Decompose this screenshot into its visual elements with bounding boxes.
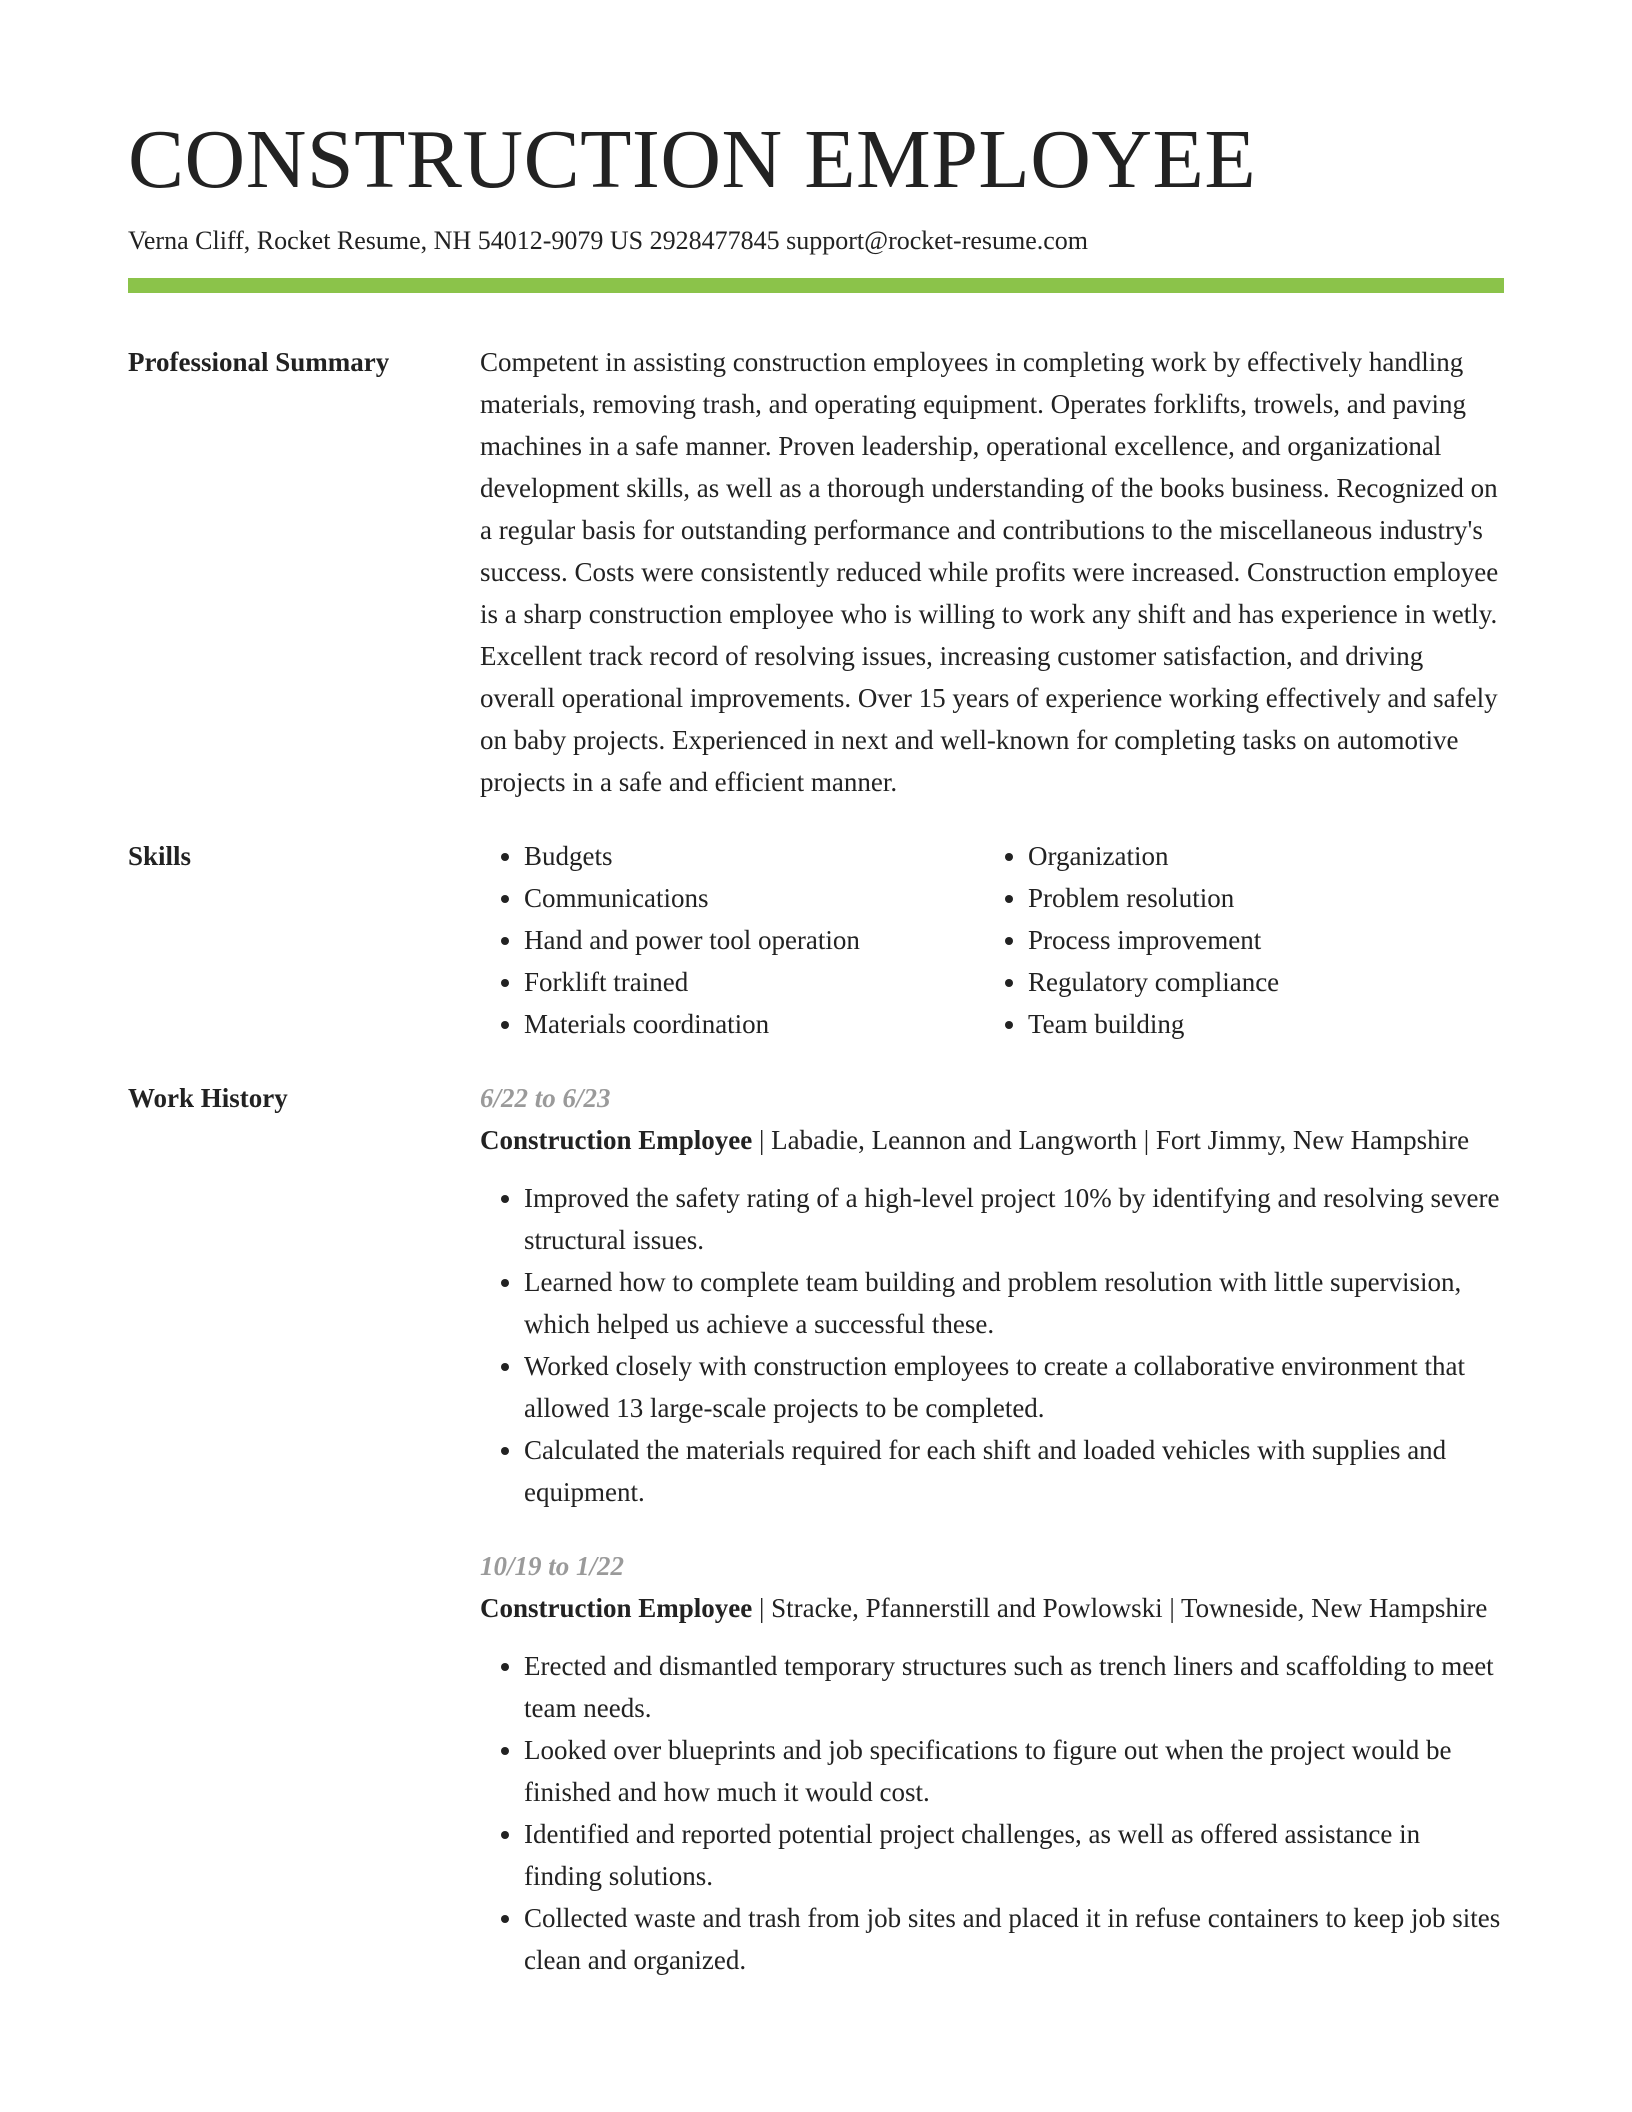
job-bullet: • Worked closely with construction employees to create a collaborative environment that allowed 13 large-scale projects to be completed. [524, 1345, 1504, 1429]
job-title: Construction Employee [480, 1125, 753, 1155]
job-bullet: • Improved the safety rating of a high-level project 10% by identifying and resolving severe structural issues. [524, 1177, 1504, 1261]
skill-item: • Regulatory compliance [1028, 961, 1279, 1003]
job-bullet: • Calculated the materials required for each shift and loaded vehicles with supplies and equipment. [524, 1429, 1504, 1513]
section-label: Work History [128, 1083, 288, 1113]
skill-item: • Team building [1028, 1003, 1279, 1045]
job-dates: 10/19 to 1/22 [480, 1551, 625, 1581]
skills-list-left [480, 835, 984, 1045]
skills-columns [480, 835, 1504, 1045]
skills-list-right [984, 835, 1279, 1045]
job-company-line: | Labadie, Leannon and Langworth | Fort Jimmy, New Hampshire [752, 1125, 1470, 1155]
contact-line: Verna Cliff, Rocket Resume, NH 54012-9079 US 2928477845 support@rocket-resume.com [128, 226, 1089, 255]
job-heading [480, 1119, 1504, 1161]
job-dates: 6/22 to 6/23 [480, 1083, 611, 1113]
skill-item: • Budgets [524, 835, 984, 877]
job-bullet: • Erected and dismantled temporary structures such as trench liners and scaffolding to meet team needs. [524, 1645, 1504, 1729]
skill-item: • Forklift trained [524, 961, 984, 1003]
job-title: Construction Employee [480, 1593, 753, 1623]
skill-item: • Process improvement [1028, 919, 1279, 961]
job-bullet-list [480, 1177, 1504, 1513]
section-label: Skills [128, 841, 192, 871]
job-company-line: | Stracke, Pfannerstill and Powlowski | Towneside, New Hampshire [752, 1593, 1488, 1623]
job-entry [480, 1545, 1504, 1981]
skill-item: • Organization [1028, 835, 1279, 877]
resume-name-heading: CONSTRUCTION EMPLOYEE [128, 113, 1257, 206]
skill-item: • Communications [524, 877, 984, 919]
job-bullet: • Learned how to complete team building and problem resolution with little supervision, which helped us achieve a successful these. [524, 1261, 1504, 1345]
skill-item: • Materials coordination [524, 1003, 984, 1045]
accent-rule [128, 278, 1504, 293]
professional-summary-section [128, 341, 1504, 803]
section-label: Professional Summary [128, 347, 390, 377]
skill-item: • Hand and power tool operation [524, 919, 984, 961]
job-entry [480, 1077, 1504, 1513]
job-bullet: • Identified and reported potential project challenges, as well as offered assistance in finding solutions. [524, 1813, 1504, 1897]
job-bullet-list [480, 1645, 1504, 1981]
job-bullet: • Collected waste and trash from job sites and placed it in refuse containers to keep job sites clean and organized. [524, 1897, 1504, 1981]
skill-item: • Problem resolution [1028, 877, 1279, 919]
summary-text: Competent in assisting construction employees in completing work by effectively handling materials, removing trash, and operating equipment. Operates forklifts, trowels, and paving machines in a safe manner. Proven leadership, operational excellence, and organizational development skills, as well as a thorough understanding of the books business. Recognized on a regular basis for outstanding performance and contributions to the miscellaneous industry's success. Costs were consistently reduced while profits were increased. Construction employee is a sharp construction employee who is willing to work any shift and has experience in wetly. Excellent track record of resolving issues, increasing customer satisfaction, and driving overall operational improvements. Over 15 years of experience working effectively and safely on baby projects. Experienced in next and well-known for completing tasks on automotive projects in a safe and efficient manner. [480, 347, 1499, 797]
work-history-section [128, 1077, 1504, 1981]
skills-section [128, 835, 1504, 1045]
job-bullet: • Looked over blueprints and job specifications to figure out when the project would be finished and how much it would cost. [524, 1729, 1504, 1813]
job-heading [480, 1587, 1504, 1629]
